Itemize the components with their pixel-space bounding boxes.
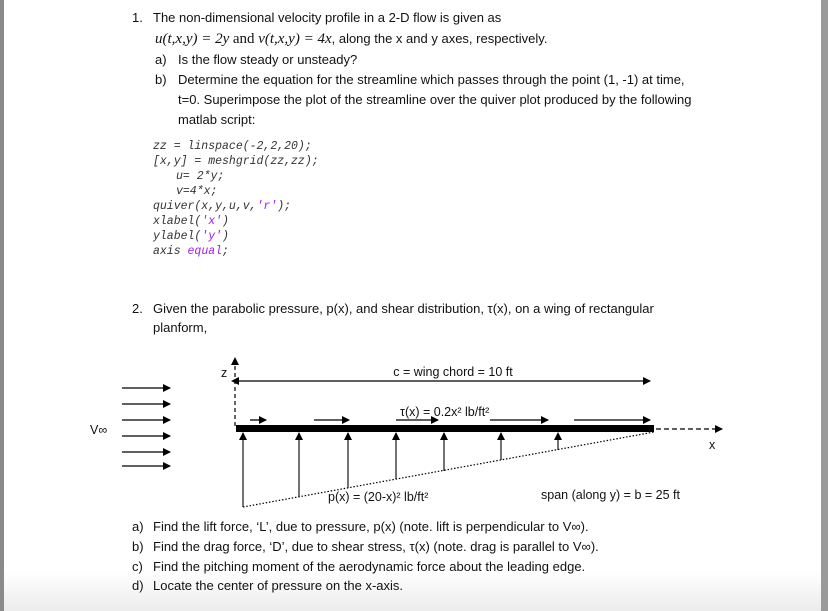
q1b-line: matlab script: <box>178 112 256 127</box>
z-axis-label: z <box>221 366 228 380</box>
code-text: xlabel( <box>153 215 202 228</box>
wing-section <box>236 425 654 432</box>
code-text: ); <box>277 200 292 213</box>
freestream-arrows <box>122 388 170 466</box>
q2-line: planform, <box>153 320 208 335</box>
q1-number: 1. <box>132 10 143 25</box>
q1b-label: b) <box>155 72 167 87</box>
q1-intro: The non-dimensional velocity profile in a 2-D flow is given as <box>153 10 502 25</box>
q2a-text: Find the lift force, ‘L’, due to pressure, p(x) (note. lift is perpendicular to V∞). <box>153 519 589 534</box>
code-string: equal <box>187 245 223 258</box>
q2c-text: Find the pitching moment of the aerodynamic force about the leading edge. <box>153 559 586 574</box>
q2b-label: b) <box>132 539 144 554</box>
span-label: span (along y) = b = 25 ft <box>541 488 680 502</box>
code-text: ylabel( <box>153 230 202 243</box>
v-equation: v(t,x,y) = 4x <box>258 31 332 47</box>
code-string: 'x' <box>201 215 223 228</box>
q2-line: Given the parabolic pressure, p(x), and shear distribution, τ(x), on a wing of rectangular <box>153 301 654 316</box>
q2-number: 2. <box>132 301 143 316</box>
u-equation: u(t,x,y) = 2y <box>155 31 230 47</box>
q2d-label: d) <box>132 578 144 593</box>
q1b-line: t=0. Superimpose the plot of the streamline over the quiver plot produced by the following <box>178 92 692 107</box>
code-text: ) <box>222 230 229 243</box>
q1a-label: a) <box>155 52 167 67</box>
pressure-label: p(x) = (20-x)² lb/ft² <box>328 490 429 504</box>
freestream-label: V∞ <box>90 423 108 437</box>
code-text: ; <box>222 245 229 258</box>
and-word: and <box>232 31 255 47</box>
x-axis-label: x <box>709 438 716 452</box>
code-text: v=4*x; <box>176 185 218 198</box>
q2d-text: Locate the center of pressure on the x-axis. <box>153 578 404 593</box>
q2b-text: Find the drag force, ‘D’, due to shear stress, τ(x) (note. drag is parallel to V∞). <box>153 539 599 554</box>
code-line: [x,y] = meshgrid(zz,zz); <box>153 155 319 168</box>
shear-label: τ(x) = 0.2x² lb/ft² <box>400 405 490 419</box>
q1a-text: Is the flow steady or unsteady? <box>178 52 358 67</box>
chord-label: c = wing chord = 10 ft <box>393 365 513 379</box>
code-string: 'y' <box>201 230 223 243</box>
code-line: u= 2*y; <box>176 170 225 183</box>
code-text: quiver(x,y,u,v, <box>153 200 257 213</box>
code-text: ) <box>222 215 229 228</box>
code-line: zz = linspace(-2,2,20); <box>153 140 312 153</box>
axes-text: , along the x and y axes, respectively. <box>331 31 548 46</box>
q2a-label: a) <box>132 519 144 534</box>
code-text: axis <box>153 245 188 258</box>
q2c-label: c) <box>132 559 143 574</box>
code-string: 'r' <box>256 200 278 213</box>
q1b-line: Determine the equation for the streamline which passes through the point (1, -1) at time, <box>178 72 685 87</box>
